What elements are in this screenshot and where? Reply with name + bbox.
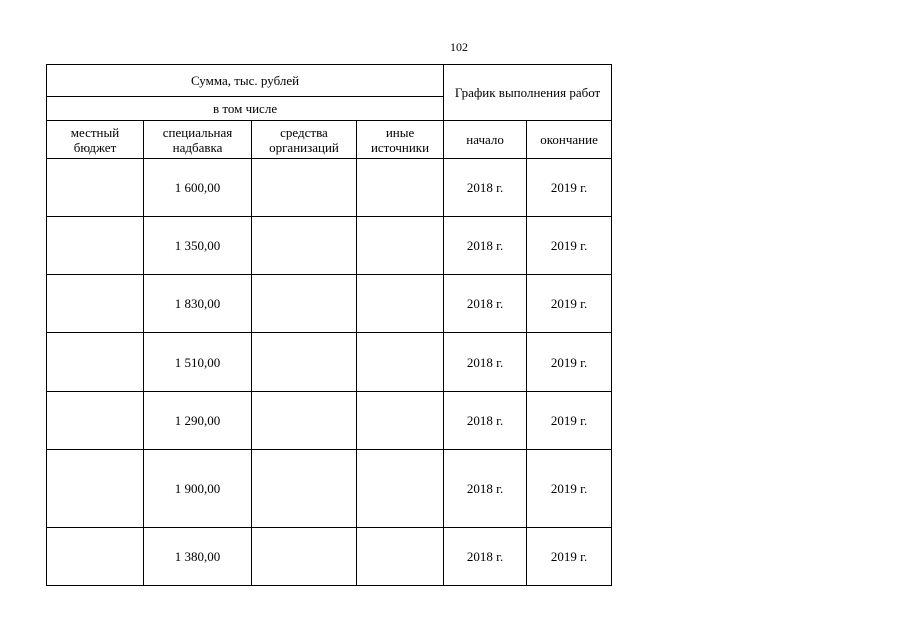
cell-end: 2019 г. bbox=[527, 392, 612, 450]
cell-other-sources bbox=[357, 217, 444, 275]
header-sum: Сумма, тыс. рублей bbox=[47, 65, 444, 97]
cell-org-funds bbox=[252, 528, 357, 586]
cell-local-budget bbox=[47, 528, 144, 586]
table-row bbox=[47, 450, 612, 528]
cell-end: 2019 г. bbox=[527, 528, 612, 586]
table-row bbox=[47, 159, 612, 217]
cell-end: 2019 г. bbox=[527, 275, 612, 333]
header-special-surcharge bbox=[144, 121, 252, 159]
cell-special-surcharge: 1 900,00 bbox=[144, 450, 252, 528]
cell-other-sources bbox=[357, 275, 444, 333]
cell-local-budget bbox=[47, 159, 144, 217]
cell-start: 2018 г. bbox=[444, 333, 527, 392]
table-row bbox=[47, 217, 612, 275]
table-row bbox=[47, 275, 612, 333]
cell-org-funds bbox=[252, 217, 357, 275]
cell-end: 2019 г. bbox=[527, 159, 612, 217]
header-org-funds-line-1: средства bbox=[280, 124, 328, 140]
cell-org-funds bbox=[252, 275, 357, 333]
header-start: начало bbox=[444, 121, 527, 159]
cell-start: 2018 г. bbox=[444, 528, 527, 586]
cell-end: 2019 г. bbox=[527, 333, 612, 392]
table-row bbox=[47, 528, 612, 586]
header-other-sources bbox=[357, 121, 444, 159]
cell-start: 2018 г. bbox=[444, 450, 527, 528]
cell-org-funds bbox=[252, 450, 357, 528]
header-local-budget-line-2: бюджет bbox=[73, 139, 117, 155]
cell-other-sources bbox=[357, 450, 444, 528]
header-row-1 bbox=[47, 65, 612, 97]
cell-special-surcharge: 1 510,00 bbox=[144, 333, 252, 392]
header-including: в том числе bbox=[47, 97, 444, 121]
header-local-budget-line-1: местный bbox=[70, 124, 120, 140]
cell-end: 2019 г. bbox=[527, 217, 612, 275]
funding-table bbox=[46, 64, 612, 586]
cell-local-budget bbox=[47, 333, 144, 392]
cell-special-surcharge: 1 380,00 bbox=[144, 528, 252, 586]
header-other-sources-line-1: иные bbox=[385, 124, 415, 140]
cell-local-budget bbox=[47, 275, 144, 333]
cell-special-surcharge: 1 600,00 bbox=[144, 159, 252, 217]
header-other-sources-line-2: источники bbox=[370, 139, 430, 155]
header-row-3 bbox=[47, 121, 612, 159]
cell-start: 2018 г. bbox=[444, 275, 527, 333]
cell-org-funds bbox=[252, 333, 357, 392]
header-end: окончание bbox=[527, 121, 612, 159]
cell-org-funds bbox=[252, 392, 357, 450]
table-row bbox=[47, 333, 612, 392]
cell-other-sources bbox=[357, 392, 444, 450]
cell-local-budget bbox=[47, 392, 144, 450]
cell-other-sources bbox=[357, 333, 444, 392]
cell-start: 2018 г. bbox=[444, 159, 527, 217]
cell-other-sources bbox=[357, 528, 444, 586]
cell-org-funds bbox=[252, 159, 357, 217]
header-special-surcharge-line-1: специальная bbox=[162, 124, 233, 140]
cell-end: 2019 г. bbox=[527, 450, 612, 528]
cell-start: 2018 г. bbox=[444, 392, 527, 450]
cell-special-surcharge: 1 830,00 bbox=[144, 275, 252, 333]
header-org-funds-line-2: организаций bbox=[269, 139, 339, 155]
header-local-budget bbox=[47, 121, 144, 159]
header-special-surcharge-line-2: надбавка bbox=[172, 139, 223, 155]
cell-special-surcharge: 1 350,00 bbox=[144, 217, 252, 275]
header-schedule: График выполнения работ bbox=[444, 65, 612, 121]
cell-local-budget bbox=[47, 450, 144, 528]
cell-other-sources bbox=[357, 159, 444, 217]
header-org-funds bbox=[252, 121, 357, 159]
cell-local-budget bbox=[47, 217, 144, 275]
table-row bbox=[47, 392, 612, 450]
cell-start: 2018 г. bbox=[444, 217, 527, 275]
cell-special-surcharge: 1 290,00 bbox=[144, 392, 252, 450]
page-number: 102 bbox=[450, 40, 468, 54]
